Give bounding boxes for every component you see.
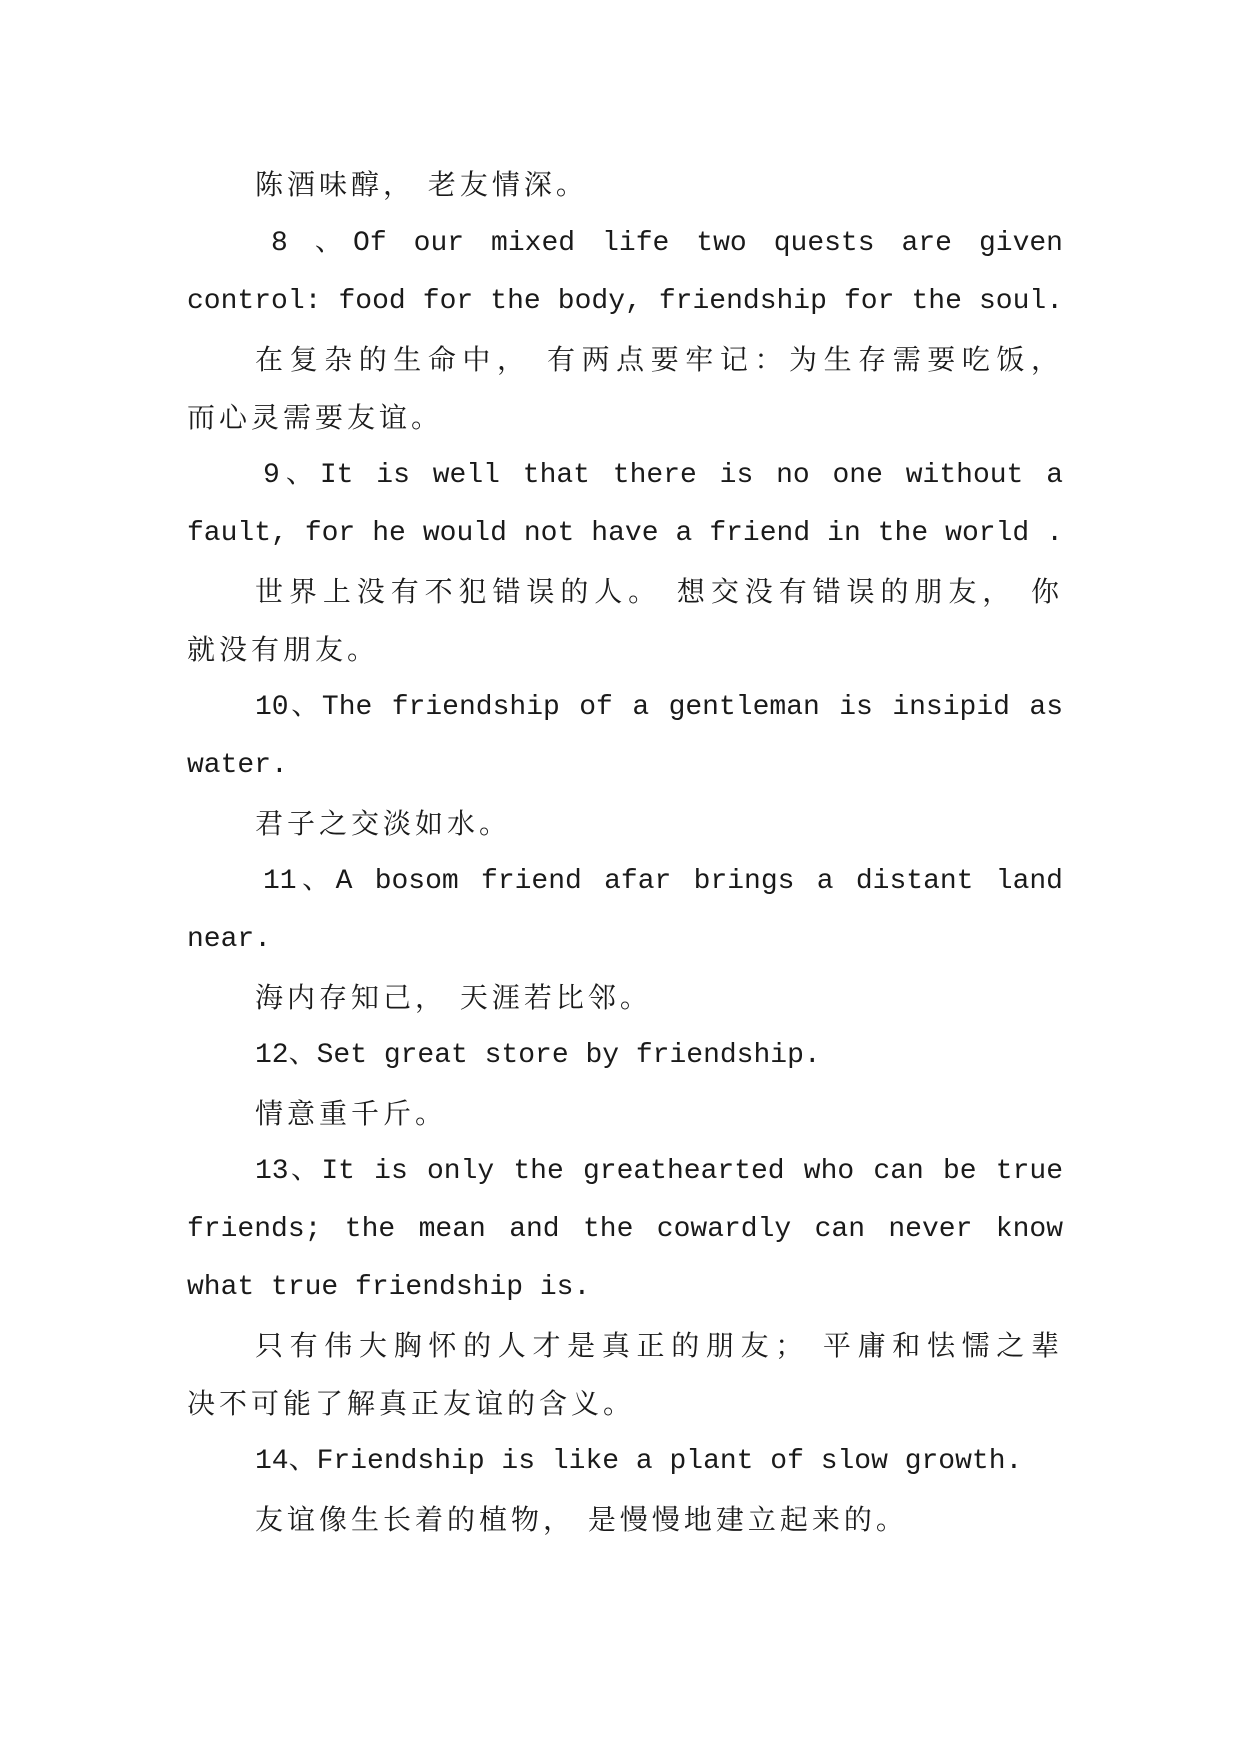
text-line: 10、The friendship of a gentleman is insipid as: [255, 692, 1063, 723]
text-line: friends; the mean and the cowardly can never know: [187, 1214, 1063, 1245]
text-line: 9、It is well that there is no one without a: [263, 460, 1063, 491]
text-line: 情意重千斤。: [255, 1097, 448, 1130]
text-line: what true friendship is.: [187, 1272, 591, 1303]
text-line: 陈酒味醇， 老友情深。: [255, 168, 588, 201]
text-line: 13、It is only the greathearted who can be true: [255, 1156, 1063, 1187]
text-line: 在复杂的生命中， 有两点要牢记：为生存需要吃饭，: [255, 343, 1063, 376]
text-line: fault, for he would not have a friend in the world .: [187, 518, 1063, 549]
text-line: water.: [187, 750, 288, 781]
text-line: 君子之交淡如水。: [255, 807, 512, 840]
text-line: 8 、Of our mixed life two quests are given: [271, 228, 1063, 259]
text-line: 世界上没有不犯错误的人。 想交没有错误的朋友， 你: [255, 575, 1063, 608]
text-line: 海内存知己， 天涯若比邻。: [255, 981, 652, 1014]
text-line: 11、A bosom friend afar brings a distant land: [263, 866, 1063, 897]
text-line: 而心灵需要友谊。: [187, 401, 444, 434]
text-line: near.: [187, 924, 272, 955]
text-line: 12、Set great store by friendship.: [255, 1040, 821, 1071]
text-line: 只有伟大胸怀的人才是真正的朋友； 平庸和怯懦之辈: [255, 1329, 1063, 1362]
text-line: 友谊像生长着的植物， 是慢慢地建立起来的。: [255, 1503, 908, 1536]
text-line: 就没有朋友。: [187, 633, 380, 666]
text-line: control: food for the body, friendship for the soul.: [187, 286, 1063, 317]
text-line: 决不可能了解真正友谊的含义。: [187, 1387, 636, 1420]
text-line: 14、Friendship is like a plant of slow growth.: [255, 1446, 1023, 1477]
